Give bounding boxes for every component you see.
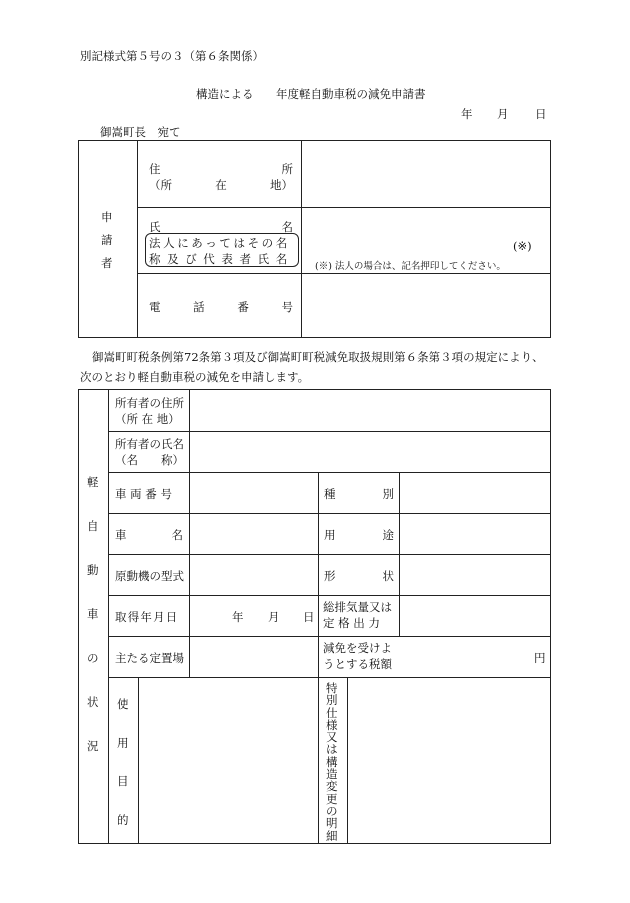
owner-address-field[interactable] xyxy=(191,391,549,430)
phone-label-char: 電 xyxy=(149,300,161,314)
addressee: 御嵩町長 宛て xyxy=(100,125,181,139)
name-label-char: 氏 xyxy=(149,220,161,234)
owner-address-sub-label: （所 在 地） xyxy=(115,412,180,426)
displacement-label: 総排気量又は xyxy=(323,600,392,614)
divider xyxy=(108,554,550,555)
address-label-char: 所 xyxy=(281,162,293,176)
address-sub-char: 地） xyxy=(270,178,293,192)
special-spec-char: 造 xyxy=(326,767,338,782)
yen-unit: 円 xyxy=(534,651,546,665)
special-spec-char: 更 xyxy=(326,791,338,806)
car-name-char: 車 xyxy=(115,528,127,542)
form-number: 別記様式第５号の３（第６条関係） xyxy=(80,49,264,63)
usage-label-char: 途 xyxy=(382,528,394,542)
displacement-field[interactable] xyxy=(401,597,549,635)
applicant-table xyxy=(78,140,551,338)
purpose-label-char: 使 xyxy=(117,697,129,711)
vehicle-label-char: 軽 xyxy=(87,475,99,489)
applicant-label-char: 請 xyxy=(101,233,113,247)
divider xyxy=(108,390,109,843)
usage-label xyxy=(324,527,394,543)
acquisition-date-label: 取得年月日 xyxy=(115,610,179,624)
type-label-char: 種 xyxy=(324,487,336,501)
phone-label-char: 号 xyxy=(281,300,293,314)
divider xyxy=(108,595,550,596)
owner-address-label: 所有者の住所 xyxy=(115,396,184,410)
divider xyxy=(137,141,138,337)
purpose-label-char: 目 xyxy=(117,774,129,789)
storage-place-field[interactable] xyxy=(191,638,317,676)
address-value-field[interactable] xyxy=(303,143,549,205)
car-name-label xyxy=(115,527,183,543)
owner-name-field[interactable] xyxy=(191,432,549,471)
purpose-field[interactable] xyxy=(140,679,317,842)
phone-label-char: 番 xyxy=(237,300,249,314)
title-prefix: 構造による xyxy=(196,87,254,101)
shape-label-char: 形 xyxy=(324,569,336,583)
storage-place-label: 主たる定置場 xyxy=(115,651,184,665)
applicant-label-char: 申 xyxy=(101,210,113,224)
address-label xyxy=(149,161,293,177)
seal-note: (※) 法人の場合は、記名押印してください。 xyxy=(315,261,506,272)
special-spec-char: 変 xyxy=(326,779,338,794)
usage-label-char: 用 xyxy=(324,528,336,542)
special-spec-char: 構 xyxy=(326,754,338,769)
address-sub-char: 在 xyxy=(215,178,227,192)
date-day-label: 日 xyxy=(535,107,547,121)
owner-name-label: 所有者の氏名 xyxy=(115,437,184,451)
statement-line1: 御嵩町町税条例第72条第３項及び御嵩町町税減免取扱規則第６条第３項の規定により、 xyxy=(92,350,544,364)
plate-number-field[interactable] xyxy=(191,474,317,512)
applicant-section-label xyxy=(101,209,113,271)
vehicle-label-char: 動 xyxy=(87,563,99,577)
acquisition-month-label: 月 xyxy=(268,610,280,624)
special-spec-char: 細 xyxy=(326,828,338,843)
special-spec-label xyxy=(326,682,338,842)
owner-name-sub-label: （名 称） xyxy=(115,453,184,467)
special-spec-char: 別 xyxy=(326,693,338,708)
purpose-label-char: 的 xyxy=(117,812,129,827)
purpose-label-char: 用 xyxy=(117,735,129,750)
vehicle-table xyxy=(78,389,551,844)
type-label-char: 別 xyxy=(382,487,394,501)
displacement-sub-label: 定 格 出 力 xyxy=(323,616,380,630)
name-label-char: 名 xyxy=(281,220,293,234)
divider xyxy=(108,472,550,473)
address-sub-label xyxy=(149,177,293,193)
applicant-label-char: 者 xyxy=(101,256,113,270)
divider xyxy=(318,472,319,843)
shape-label xyxy=(324,568,394,584)
special-spec-char: は xyxy=(326,742,338,757)
special-spec-char: 仕 xyxy=(326,705,338,720)
vehicle-section-label xyxy=(87,474,99,754)
vehicle-label-char: 車 xyxy=(87,607,99,621)
corporate-name-line2: 称及び代表者氏名 xyxy=(149,252,294,266)
special-spec-char: 様 xyxy=(326,717,338,732)
special-spec-char: 明 xyxy=(326,816,338,831)
divider xyxy=(301,141,302,337)
shape-label-char: 状 xyxy=(382,569,394,583)
phone-label-char: 話 xyxy=(193,300,205,314)
exemption-amount-label: 減免を受けよ xyxy=(323,641,392,655)
vehicle-label-char: 自 xyxy=(87,519,99,533)
purpose-label xyxy=(117,696,129,828)
acquisition-day-label: 日 xyxy=(303,610,315,624)
divider xyxy=(108,636,550,637)
divider xyxy=(189,390,190,677)
car-name-field[interactable] xyxy=(191,515,317,553)
address-label-char: 住 xyxy=(149,162,161,176)
usage-field[interactable] xyxy=(401,515,549,553)
special-spec-char: 又 xyxy=(326,730,338,745)
divider xyxy=(138,677,139,843)
corporate-name-line1: 法人にあってはその名 xyxy=(149,236,290,250)
special-spec-char: 特 xyxy=(326,681,338,695)
plate-number-label: 車 両 番 号 xyxy=(115,487,172,501)
divider xyxy=(347,677,348,843)
vehicle-label-char: 状 xyxy=(87,695,99,709)
divider xyxy=(108,677,550,678)
engine-model-field[interactable] xyxy=(191,556,317,594)
exemption-amount-sub-label: うとする税額 xyxy=(323,657,392,671)
car-name-char: 名 xyxy=(171,528,183,542)
document-title: 年度軽自動車税の減免申請書 xyxy=(276,87,426,101)
address-sub-char: （所 xyxy=(149,178,172,192)
special-spec-char: の xyxy=(326,803,338,818)
special-spec-field[interactable] xyxy=(349,679,549,842)
type-label xyxy=(324,486,394,502)
acquisition-year-label: 年 xyxy=(232,610,244,624)
phone-label xyxy=(149,299,293,315)
type-field[interactable] xyxy=(401,474,549,512)
date-year-label: 年 xyxy=(461,107,473,121)
statement-line2: 次のとおり軽自動車税の減免を申請します。 xyxy=(80,370,310,384)
seal-mark: (※) xyxy=(513,239,532,253)
divider xyxy=(137,273,550,274)
divider xyxy=(137,207,550,208)
vehicle-label-char: の xyxy=(87,651,99,665)
shape-field[interactable] xyxy=(401,556,549,594)
engine-model-label: 原動機の型式 xyxy=(115,569,184,583)
phone-value-field[interactable] xyxy=(303,275,549,335)
divider xyxy=(108,513,550,514)
date-month-label: 月 xyxy=(497,107,509,121)
vehicle-label-char: 況 xyxy=(87,739,99,753)
exemption-amount-field[interactable] xyxy=(401,638,531,676)
